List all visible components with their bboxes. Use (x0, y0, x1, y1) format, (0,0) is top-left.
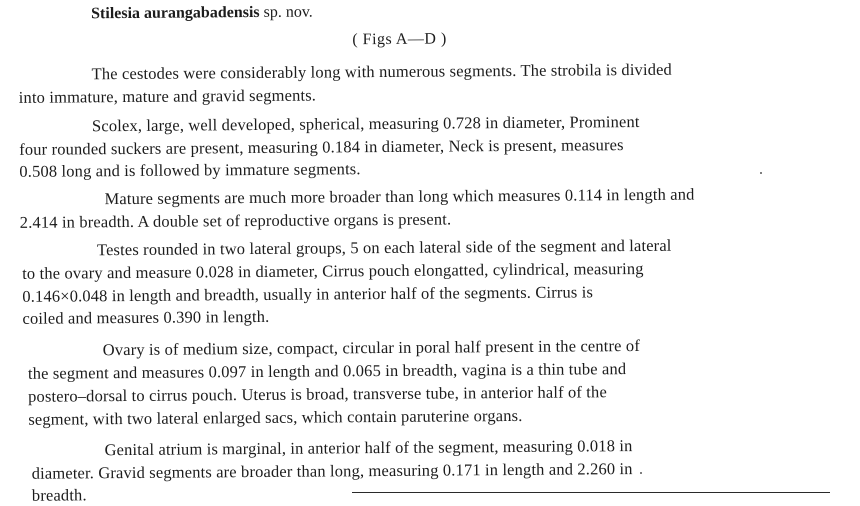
paragraph-4-line-4: coiled and measures 0.390 in length. (22, 306, 270, 328)
species-name: Stilesia aurangabadensis (91, 3, 260, 23)
paragraph-2-line-1: Scolex, large, well developed, spherical, measuring 0.728 in diameter, Prominent (91, 111, 640, 136)
figures-reference: ( Figs A—D ) (352, 30, 447, 49)
print-speck (760, 172, 762, 174)
paragraph-5-line-2: the segment and measures 0.097 in length and 0.065 in breadth, vagina is a thin tube and (27, 359, 627, 383)
paragraph-4-line-3: 0.146×0.048 in length and breadth, usually in anterior half of the segments. Cirrus is (22, 282, 594, 306)
paragraph-5-line-3: postero–dorsal to cirrus pouch. Uterus is broad, transverse tube, in anterior half of the (28, 382, 607, 406)
footer-rule (352, 492, 830, 493)
paragraph-3-line-1: Mature segments are much more broader than long which measures 0.114 in length and (104, 184, 695, 209)
paragraph-6-line-1: Genital atrium is marginal, in anterior half of the segment, measuring 0.018 in (104, 436, 633, 460)
species-heading (91, 4, 313, 24)
paragraph-3-line-2: 2.414 in breadth. A double set of reproductive organs is present. (19, 209, 452, 232)
print-speck (640, 472, 642, 474)
paragraph-2-line-3: 0.508 long and is followed by immature segments. (19, 159, 361, 181)
paragraph-1-line-1: The cestodes were considerably long with numerous segments. The strobila is divided (91, 59, 672, 84)
paragraph-5-line-1: Ovary is of medium size, compact, circular in poral half present in the centre of (102, 335, 641, 360)
species-suffix: sp. nov. (263, 3, 313, 21)
paragraph-6-line-2: diameter. Gravid segments are broader than long, measuring 0.171 in length and 2.260 in (31, 459, 633, 483)
paragraph-4-line-2: to the ovary and measure 0.028 in diameter, Cirrus pouch elongatted, cylindrical, measuring (22, 258, 644, 283)
paragraph-2-line-2: four rounded suckers are present, measuring 0.184 in diameter, Neck is present, measures (19, 135, 624, 159)
paragraph-5-line-4: segment, with two lateral enlarged sacs, which contain paruterine organs. (28, 405, 523, 429)
paragraph-4-line-1: Testes rounded in two lateral groups, 5 on each lateral side of the segment and lateral (96, 235, 672, 260)
paragraph-1-line-2: into immature, mature and gravid segments. (18, 85, 317, 107)
paragraph-6-line-3: breadth. (31, 485, 87, 505)
